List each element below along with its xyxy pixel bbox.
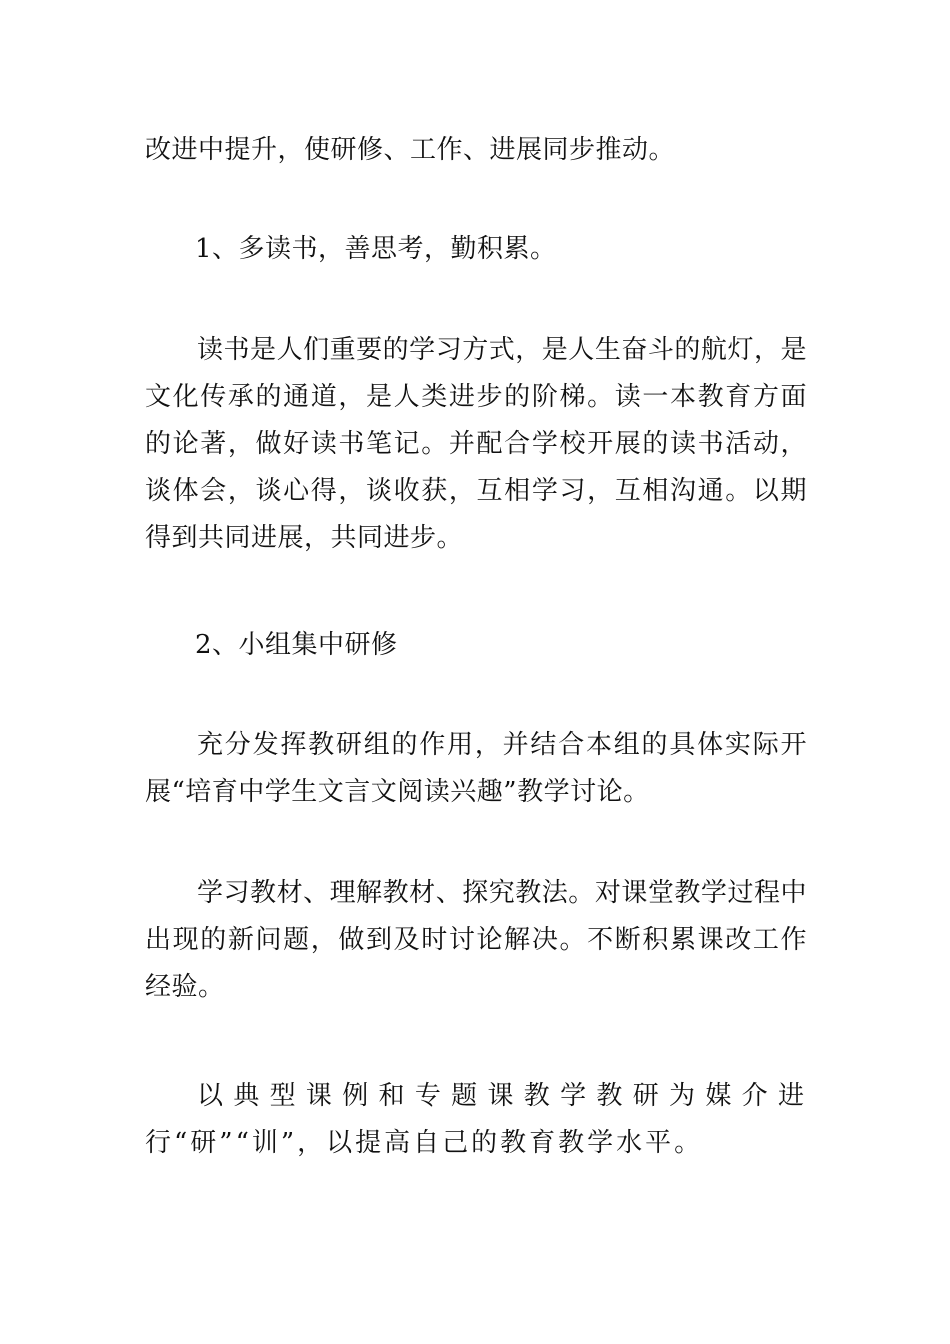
continuation-paragraph: 改进中提升，使研修、工作、进展同步推动。 bbox=[145, 135, 676, 165]
textbook-study-paragraph: 学习教材、理解教材、探究教法。对课堂教学过程中出现的新问题，做到及时讨论解决。不断积累课改工作经验。 bbox=[145, 878, 807, 1002]
case-study-paragraph: 以典型课例和专题课教学教研为媒介进行“研”“训”，以提高自己的教育教学水平。 bbox=[145, 1081, 807, 1158]
group-research-paragraph: 充分发挥教研组的作用，并结合本组的具体实际开展“培育中学生文言文阅读兴趣”教学讨论。 bbox=[145, 730, 807, 807]
section-heading-2: 2、小组集中研修 bbox=[195, 630, 398, 660]
reading-paragraph: 读书是人们重要的学习方式，是人生奋斗的航灯，是文化传承的通道，是人类进步的阶梯。读一本教育方面的论著，做好读书笔记。并配合学校开展的读书活动，谈体会，谈心得，谈收获，互相学习，互相沟通。以期得到共同进展，共同进步。 bbox=[145, 335, 807, 553]
section-heading-1: 1、多读书，善思考，勤积累。 bbox=[195, 234, 557, 264]
